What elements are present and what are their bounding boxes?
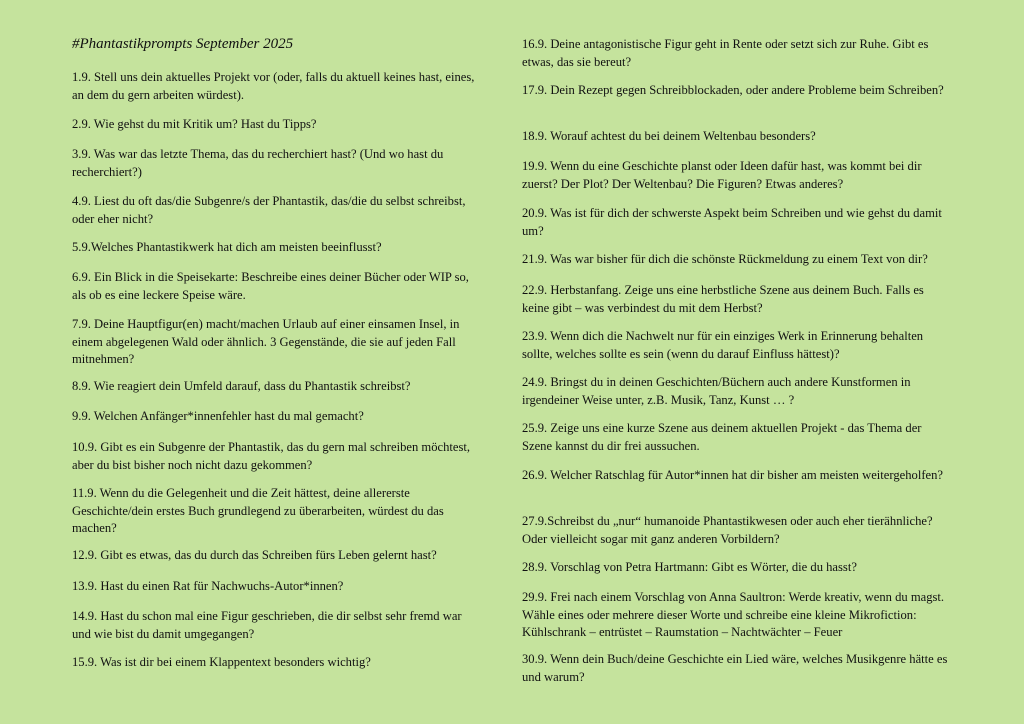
- prompt-item: 25.9. Zeige uns eine kurze Szene aus deinem aktuellen Projekt - das Thema der Szene kannst du dir frei aussuchen.: [522, 421, 922, 453]
- prompt-item: 3.9. Was war das letzte Thema, das du recherchiert hast? (Und wo hast du recherchiert?): [72, 147, 444, 179]
- prompt-item: 27.9.Schreibst du „nur“ humanoide Phantastikwesen oder auch eher tierähnliche? Oder vielleicht sogar mit ganz anderen Vorbildern?: [522, 514, 933, 546]
- prompt-item: 10.9. Gibt es ein Subgenre der Phantastik, das du gern mal schreiben möchtest, aber du bist bisher noch nicht dazu gekommen?: [72, 440, 471, 472]
- prompt-item: 5.9.Welches Phantastikwerk hat dich am meisten beeinflusst?: [72, 240, 382, 254]
- prompt-item: 2.9. Wie gehst du mit Kritik um? Hast du Tipps?: [72, 117, 317, 131]
- prompt-item: 18.9. Worauf achtest du bei deinem Weltenbau besonders?: [522, 129, 816, 143]
- page-title: #Phantastikprompts September 2025: [72, 36, 294, 52]
- prompt-item: 19.9. Wenn du eine Geschichte planst oder Ideen dafür hast, was kommt bei dir zuerst? Der Plot? Der Weltenbau? Die Figuren? Etwas anderes?: [522, 159, 922, 191]
- prompt-item: 12.9. Gibt es etwas, das du durch das Schreiben fürs Leben gelernt hast?: [72, 548, 437, 562]
- prompt-item: 22.9. Herbstanfang. Zeige uns eine herbstliche Szene aus deinem Buch. Falls es keine gibt – was verbindest du mit dem Herbst?: [522, 283, 924, 315]
- prompt-item: 21.9. Was war bisher für dich die schönste Rückmeldung zu einem Text von dir?: [522, 252, 928, 266]
- prompt-item: 24.9. Bringst du in deinen Geschichten/Büchern auch andere Kunstformen in irgendeiner Weise unter, z.B. Musik, Tanz, Kunst … ?: [522, 375, 911, 407]
- prompt-item: 4.9. Liest du oft das/die Subgenre/s der Phantastik, das/die du selbst schreibst, oder eher nicht?: [72, 194, 466, 226]
- prompt-item: 1.9. Stell uns dein aktuelles Projekt vor (oder, falls du aktuell keines hast, eines, an dem du gern arbeiten würdest).: [72, 70, 475, 102]
- prompt-item: 8.9. Wie reagiert dein Umfeld darauf, dass du Phantastik schreibst?: [72, 379, 411, 393]
- prompt-item: 14.9. Hast du schon mal eine Figur geschrieben, die dir selbst sehr fremd war und wie bist du damit umgegangen?: [72, 609, 462, 641]
- prompt-item: 20.9. Was ist für dich der schwerste Aspekt beim Schreiben und wie gehst du damit um?: [522, 206, 942, 238]
- prompt-item: 11.9. Wenn du die Gelegenheit und die Zeit hättest, deine allererste Geschichte/dein erstes Buch grundlegend zu überarbeiten, würdest du das machen?: [72, 486, 444, 536]
- prompt-item: 13.9. Hast du einen Rat für Nachwuchs-Autor*innen?: [72, 579, 344, 593]
- prompt-item: 23.9. Wenn dich die Nachwelt nur für ein einziges Werk in Erinnerung behalten sollte, welches sollte es sein (wenn du darauf Einfluss hättest)?: [522, 329, 924, 361]
- prompt-item: 16.9. Deine antagonistische Figur geht in Rente oder setzt sich zur Ruhe. Gibt es etwas, das sie bereut?: [522, 37, 929, 69]
- prompt-item: 17.9. Dein Rezept gegen Schreibblockaden, oder andere Probleme beim Schreiben?: [522, 83, 944, 97]
- prompt-item: 26.9. Welcher Ratschlag für Autor*innen hat dir bisher am meisten weitergeholfen?: [522, 468, 943, 482]
- prompt-item: 6.9. Ein Blick in die Speisekarte: Beschreibe eines deiner Bücher oder WIP so, als ob es eine leckere Speise wäre.: [72, 270, 469, 302]
- prompt-item: 7.9. Deine Hauptfigur(en) macht/machen Urlaub auf einer einsamen Insel, in einem abgelegenen Wald oder ähnlich. 3 Gegenstände, die sie auf jeden Fall mitnehmen?: [72, 317, 460, 367]
- prompt-item: 29.9. Frei nach einem Vorschlag von Anna Saultron: Werde kreativ, wenn du magst. Wähle eines oder mehrere dieser Worte und schreibe eine kleine Mikrofiction: Kühlschrank – entrüstet – Raumstation – Nachtwächter – Feuer: [522, 590, 945, 640]
- prompt-item: 30.9. Wenn dein Buch/deine Geschichte ein Lied wäre, welches Musikgenre hätte es und warum?: [522, 652, 948, 684]
- prompt-item: 9.9. Welchen Anfänger*innenfehler hast du mal gemacht?: [72, 409, 364, 423]
- prompt-item: 15.9. Was ist dir bei einem Klappentext besonders wichtig?: [72, 655, 371, 669]
- prompt-item: 28.9. Vorschlag von Petra Hartmann: Gibt es Wörter, die du hasst?: [522, 560, 857, 574]
